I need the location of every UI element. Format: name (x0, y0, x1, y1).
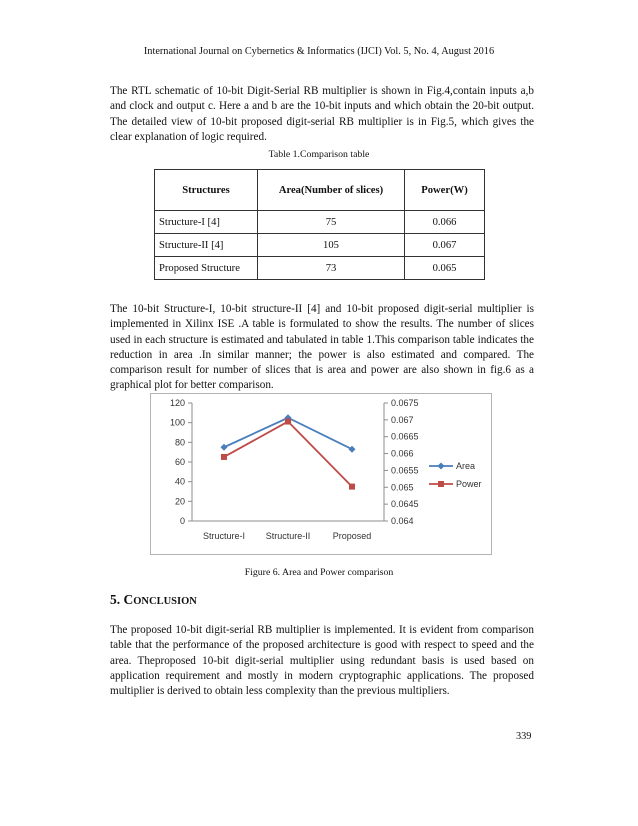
table-header-row (155, 170, 485, 211)
y-left-tick-label: 80 (174, 437, 185, 448)
legend-marker-power (438, 481, 444, 487)
table-row (155, 211, 485, 234)
table-header-power: Power(W) (405, 170, 485, 211)
table-cell: Structure-I [4] (155, 211, 258, 234)
section-title-initial: C (123, 592, 134, 607)
table-cell: 0.067 (405, 234, 485, 257)
x-tick-label: Proposed (332, 531, 372, 541)
table-cell: Structure-II [4] (155, 234, 258, 257)
results-paragraph: The 10-bit Structure-I, 10-bit structure-II [4] and 10-bit proposed digit-serial multiplier is implemented in Xilinx ISE .A table is formulated to show the results. The number of slices used in each structure is estimated and tabulated in table 1.This comparison table indicates the reduction in area .In similar manner; the power is also estimated and compared. The comparison result for number of slices that is area and power are also shown in fig.6 as a graphical plot for better comparison. (110, 303, 534, 392)
data-point-power (285, 419, 291, 425)
comparison-table (154, 169, 485, 280)
legend-marker-area (438, 463, 445, 470)
data-point-area (349, 446, 356, 453)
section-heading-conclusion (110, 592, 197, 608)
x-tick-label: Structure-I (202, 531, 246, 541)
area-power-chart (150, 393, 492, 555)
legend-label-power: Power (456, 479, 482, 489)
data-point-power (221, 454, 227, 460)
y-right-tick-label: 0.0655 (391, 465, 419, 476)
y-left-tick-label: 0 (179, 516, 185, 526)
table-cell: 0.065 (405, 257, 485, 280)
figure-caption: Figure 6. Area and Power comparison (244, 567, 394, 578)
y-left-tick-label: 40 (174, 476, 185, 487)
table-row (155, 257, 485, 280)
y-left-tick-label: 60 (174, 457, 185, 467)
table-cell: 73 (258, 257, 405, 280)
chart-svg (151, 394, 491, 554)
legend-label-area: Area (456, 461, 476, 471)
y-left-tick-label: 120 (169, 398, 185, 408)
table-cell: 75 (258, 211, 405, 234)
y-right-tick-label: 0.0665 (391, 431, 419, 442)
table-cell: Proposed Structure (155, 257, 258, 280)
x-tick-label: Structure-II (265, 531, 311, 541)
data-point-area (221, 444, 228, 451)
conclusion-paragraph: The proposed 10-bit digit-serial RB multiplier is implemented. It is evident from comparison table that the performance of the proposed architecture is good with respect to speed and the area. Theproposed 10-bit digit-serial multiplier using redundant basis is used based on application requirement and mostly in modern cryptographic applications. The proposed multiplier is derived to obtain less complexity than the previous multipliers. (110, 624, 534, 698)
table-header-structures: Structures (155, 170, 258, 211)
table-cell: 0.066 (405, 211, 485, 234)
y-left-tick-label: 20 (174, 496, 185, 507)
page-number: 339 (516, 731, 532, 742)
section-title-rest: ONCLUSION (133, 596, 197, 607)
series-line-power (224, 422, 352, 487)
running-header: International Journal on Cybernetics & Informatics (IJCI) Vol. 5, No. 4, August 2016 (143, 46, 495, 57)
y-right-tick-label: 0.066 (391, 448, 414, 459)
table-row (155, 234, 485, 257)
intro-paragraph: The RTL schematic of 10-bit Digit-Serial RB multiplier is shown in Fig.4,contain inputs a,b and clock and output c. Here a and b are the 10-bit inputs and which obtain the 20-bit output. The detailed view of 10-bit proposed digit-serial RB multiplier is in Fig.5, which gives the clear explanation of logic required. (110, 85, 534, 143)
y-right-tick-label: 0.0675 (391, 398, 419, 408)
y-right-tick-label: 0.065 (391, 482, 414, 493)
y-right-tick-label: 0.0645 (391, 499, 419, 510)
table-caption: Table 1.Comparison table (268, 149, 370, 160)
y-right-tick-label: 0.067 (391, 414, 414, 425)
y-left-tick-label: 100 (169, 417, 185, 428)
section-number: 5. (110, 592, 124, 607)
data-point-power (349, 484, 355, 490)
table-cell: 105 (258, 234, 405, 257)
y-right-tick-label: 0.064 (391, 516, 414, 526)
table-header-area: Area(Number of slices) (258, 170, 405, 211)
